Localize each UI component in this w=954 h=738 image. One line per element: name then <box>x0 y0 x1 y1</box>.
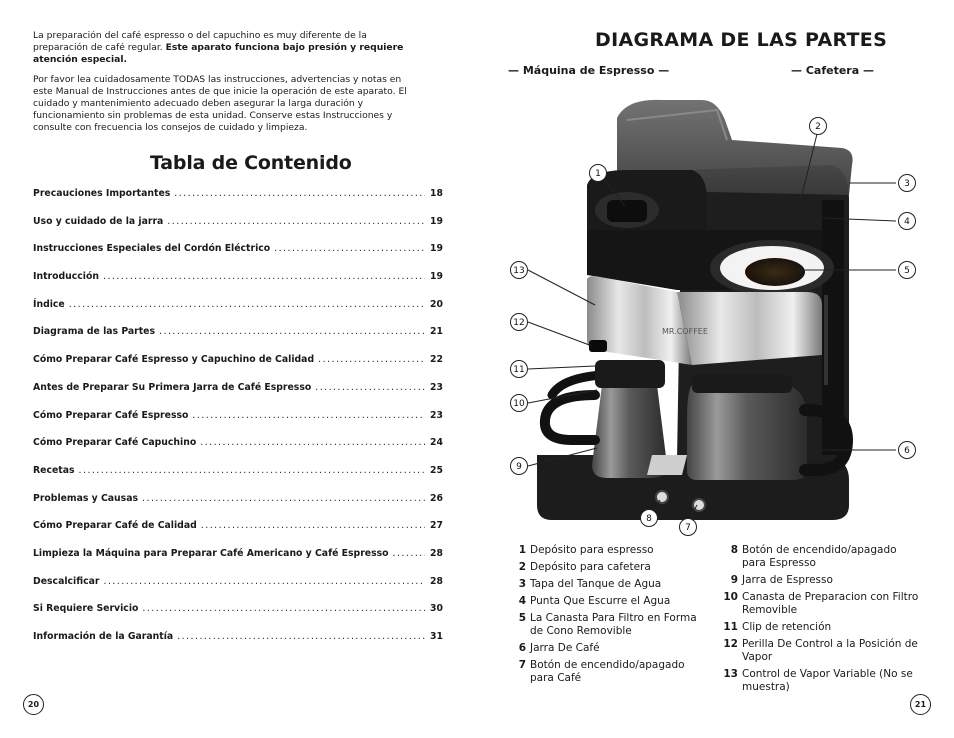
toc-leader-dots <box>315 382 425 393</box>
callout-7 <box>680 519 697 536</box>
part-item <box>515 578 710 591</box>
part-label: Perilla De Control a la Posición de Vapor <box>742 638 918 663</box>
right-page <box>477 0 954 738</box>
toc-leader-dots <box>104 576 426 587</box>
parts-list-col2 <box>722 544 922 698</box>
toc-entry-title: Problemas y Causas <box>33 492 139 504</box>
part-label: Jarra de Espresso <box>742 574 833 586</box>
part-item <box>722 544 922 570</box>
toc-entry-page: 19 <box>430 243 443 255</box>
callout-13 <box>511 262 528 279</box>
espresso-carafe-handle <box>545 395 595 440</box>
toc-leader-dots <box>103 271 425 282</box>
toc-entry <box>33 603 443 631</box>
part-number: 2 <box>518 561 526 573</box>
coffee-carafe-lid <box>692 375 792 393</box>
callout-8 <box>641 510 658 527</box>
part-item <box>722 638 922 664</box>
callout-6 <box>899 442 916 459</box>
toc-entry-title: Si Requiere Servicio <box>33 603 139 615</box>
part-number: 4 <box>518 595 526 607</box>
part-number: 11 <box>723 621 738 633</box>
toc-entry-title: Cómo Preparar Café Espresso <box>33 409 189 421</box>
toc-entry-title: Uso y cuidado de la jarra <box>33 215 164 227</box>
part-label: Punta Que Escurre el Agua <box>530 595 671 607</box>
toc-entry <box>33 410 443 438</box>
espresso-cap <box>607 200 647 222</box>
part-number: 3 <box>518 578 526 590</box>
toc-entry-title: Cómo Preparar Café de Calidad <box>33 520 197 532</box>
toc-entry-title: Antes de Preparar Su Primera Jarra de Café Espresso <box>33 381 312 393</box>
coffee-maker-diagram <box>477 0 954 545</box>
toc-leader-dots <box>177 631 425 642</box>
part-item <box>515 544 710 557</box>
callout-11 <box>511 361 528 378</box>
callout-9 <box>511 458 528 475</box>
part-label: Control de Vapor Variable (No se muestra) <box>742 668 913 693</box>
part-item <box>515 642 710 655</box>
part-label: Botón de encendido/apagado para Café <box>530 659 685 684</box>
toc-leader-dots <box>69 299 425 310</box>
svg-text:10: 10 <box>513 399 525 409</box>
parts-list-col1 <box>515 544 710 689</box>
svg-text:2: 2 <box>815 122 821 132</box>
svg-text:11: 11 <box>513 365 525 375</box>
toc-entry-page: 23 <box>430 381 443 393</box>
toc-leader-dots <box>142 603 425 614</box>
toc-entry-page: 27 <box>430 520 443 532</box>
page-number-right: 21 <box>910 694 931 715</box>
part-item <box>722 668 922 694</box>
part-label: Jarra De Café <box>530 642 600 654</box>
svg-text:13: 13 <box>513 266 525 276</box>
toc-entry <box>33 326 443 354</box>
svg-text:5: 5 <box>904 266 910 276</box>
toc-entry <box>33 437 443 465</box>
svg-text:1: 1 <box>595 169 601 179</box>
part-item <box>515 659 710 685</box>
toc-entry <box>33 548 443 576</box>
toc-entry <box>33 299 443 327</box>
part-number: 12 <box>723 638 738 650</box>
toc-entry-title: Cómo Preparar Café Capuchino <box>33 437 197 449</box>
callout-10 <box>511 395 528 412</box>
indicator-strip <box>824 295 828 385</box>
toc-entry-title: Información de la Garantía <box>33 631 174 642</box>
toc-leader-dots <box>79 465 425 476</box>
toc-entry-page: 22 <box>430 354 443 366</box>
toc-entry-title: Recetas <box>33 464 75 476</box>
intro-text <box>33 30 423 142</box>
toc-leader-dots <box>318 354 425 365</box>
leader-13 <box>528 270 595 305</box>
toc-entry-page: 25 <box>430 464 443 476</box>
callout-1 <box>590 165 607 182</box>
coffee-grounds <box>745 258 805 286</box>
subtitle-espresso: — Máquina de Espresso — <box>508 64 670 77</box>
toc-leader-dots <box>274 243 425 254</box>
part-item <box>722 574 922 587</box>
part-number: 1 <box>518 544 526 556</box>
toc-entry <box>33 465 443 493</box>
toc-entry-title: Limpieza la Máquina para Preparar Café Americano y Café Espresso <box>33 547 389 559</box>
toc-entry-title: Introducción <box>33 271 99 283</box>
callout-5 <box>899 262 916 279</box>
toc-entry-page: 23 <box>430 409 443 421</box>
callout-4 <box>899 213 916 230</box>
svg-text:9: 9 <box>516 462 522 472</box>
toc-entry-page: 31 <box>430 631 443 642</box>
toc-entry-page: 28 <box>430 547 443 559</box>
callout-3 <box>899 175 916 192</box>
svg-text:12: 12 <box>513 318 525 328</box>
leader-12 <box>528 322 592 346</box>
toc-list <box>33 188 443 659</box>
toc-entry <box>33 493 443 521</box>
toc-entry-title: Diagrama de las Partes <box>33 326 156 338</box>
page-number-left: 20 <box>23 694 44 715</box>
toc-leader-dots <box>393 548 425 559</box>
svg-text:8: 8 <box>646 514 652 524</box>
toc-entry-page: 26 <box>430 492 443 504</box>
part-label: Tapa del Tanque de Agua <box>530 578 662 590</box>
toc-leader-dots <box>201 520 425 531</box>
brew-basket <box>595 360 665 388</box>
part-number: 7 <box>518 659 526 671</box>
toc-entry <box>33 216 443 244</box>
toc-leader-dots <box>200 437 425 448</box>
toc-entry-title: Cómo Preparar Café Espresso y Capuchino de Calidad <box>33 354 315 366</box>
part-label: Depósito para espresso <box>530 544 654 556</box>
intro-p1-bold: Este aparato funciona bajo presión y requiere atención especial. <box>33 42 404 66</box>
toc-entry <box>33 188 443 216</box>
toc-entry <box>33 520 443 548</box>
intro-paragraph-1 <box>33 30 423 67</box>
toc-entry-title: Índice <box>33 298 65 310</box>
part-item <box>515 612 710 638</box>
part-label: Depósito para cafetera <box>530 561 651 573</box>
toc-entry-title: Instrucciones Especiales del Cordón Eléctrico <box>33 243 271 255</box>
part-number: 8 <box>730 544 738 556</box>
toc-entry-page: 28 <box>430 575 443 587</box>
part-item <box>722 621 922 634</box>
toc-leader-dots <box>167 216 425 227</box>
toc-entry <box>33 271 443 299</box>
part-number: 6 <box>518 642 526 654</box>
toc-entry <box>33 631 443 659</box>
toc-entry-title: Descalcificar <box>33 575 100 587</box>
intro-paragraph-2: Por favor lea cuidadosamente TODAS las instrucciones, advertencias y notas en este Manual de Instrucciones antes de que inicie la operación de este aparato. El cuidado y mantenimiento adecuado deben asegurar la larga duración y funcionamiento sin problemas de esta unidad. Conserve estas Instrucciones y consulte con frecuencia los consejos de cuidado y limpieza. <box>33 73 407 134</box>
intro-p1-normal: La preparación del café espresso o del capuchino es muy diferente de la preparación de café regular. <box>33 30 367 54</box>
leader-11 <box>528 366 595 369</box>
svg-text:7: 7 <box>685 523 691 533</box>
part-number: 5 <box>518 612 526 624</box>
toc-entry-page: 20 <box>430 298 443 310</box>
toc-entry <box>33 576 443 604</box>
toc-title: Tabla de Contenido <box>150 152 352 174</box>
svg-text:3: 3 <box>904 179 910 189</box>
svg-text:4: 4 <box>904 217 910 227</box>
part-label: La Canasta Para Filtro en Forma de Cono Removible <box>530 612 697 637</box>
part-number: 10 <box>723 591 738 603</box>
drip-tray <box>647 455 687 475</box>
toc-entry <box>33 243 443 271</box>
part-label: Canasta de Preparacion con Filtro Removible <box>742 591 919 616</box>
part-item <box>515 561 710 574</box>
toc-entry-page: 30 <box>430 603 443 615</box>
part-item <box>722 591 922 617</box>
coffee-carafe-body <box>687 385 807 480</box>
toc-entry <box>33 382 443 410</box>
brand-logo: MR.COFFEE <box>662 327 708 336</box>
part-label: Clip de retención <box>742 621 832 633</box>
toc-leader-dots <box>174 188 425 199</box>
callout-12 <box>511 314 528 331</box>
part-label: Botón de encendido/apagado para Espresso <box>742 544 897 569</box>
part-item <box>515 595 710 608</box>
callout-2 <box>810 118 827 135</box>
diagram-title: DIAGRAMA DE LAS PARTES <box>595 29 888 51</box>
toc-leader-dots <box>159 326 425 337</box>
part-number: 13 <box>723 668 738 680</box>
toc-entry-page: 18 <box>430 188 443 199</box>
part-number: 9 <box>730 574 738 586</box>
svg-text:6: 6 <box>904 446 910 456</box>
toc-entry <box>33 354 443 382</box>
toc-entry-page: 21 <box>430 326 443 338</box>
espresso-switch <box>656 491 668 503</box>
toc-entry-page: 19 <box>430 271 443 283</box>
toc-entry-page: 19 <box>430 215 443 227</box>
subtitle-cafetera: — Cafetera — <box>791 64 874 77</box>
toc-leader-dots <box>192 410 425 421</box>
toc-leader-dots <box>142 493 425 504</box>
toc-entry-title: Precauciones Importantes <box>33 188 171 199</box>
toc-entry-page: 24 <box>430 437 443 449</box>
